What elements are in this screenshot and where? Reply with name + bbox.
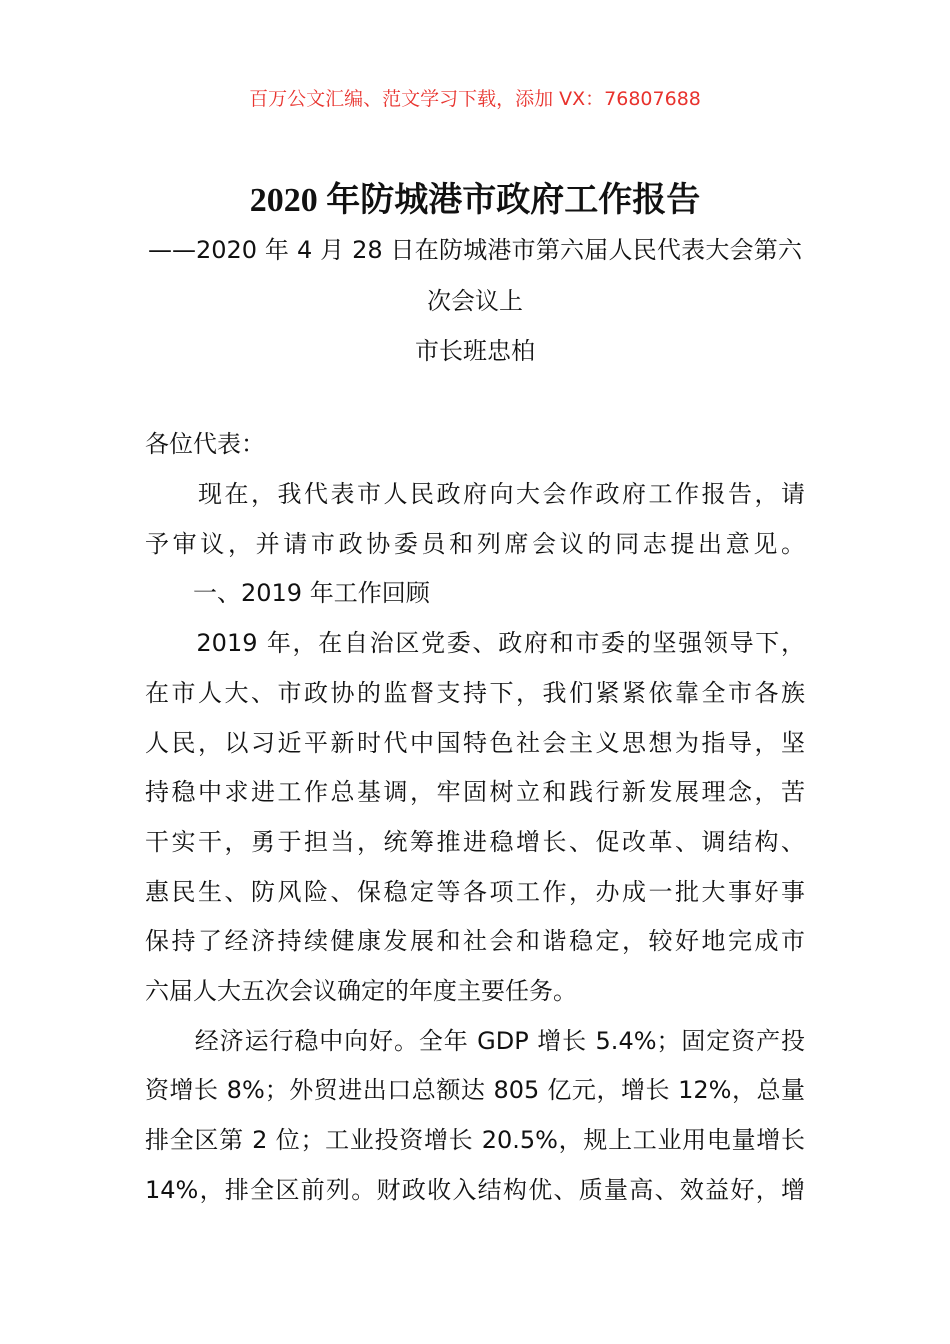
body-line: 在市人大、市政协的监督支持下，我们紧紧依靠全市各族 [145,678,805,707]
subtitle-line: ——2020 年 4 月 28 日在防城港市第六届人民代表大会第六 [148,236,802,264]
body-line: 六届人大五次会议确定的年度主要任务。 [145,977,577,1005]
watermark-banner: 百万公文汇编、范文学习下载，添加 VX：76807688 [249,88,701,110]
body-line: 资增长 8%；外贸进出口总额达 805 亿元，增长 12%，总量 [145,1076,805,1105]
body-line: 保持了经济持续健康发展和社会和谐稳定，较好地完成市 [145,927,805,956]
body-line: 惠民生、防风险、保稳定等各项工作，办成一批大事好事 [145,877,805,906]
body-line: 现在，我代表市人民政府向大会作政府工作报告，请 [145,480,805,508]
salutation: 各位代表： [145,430,265,458]
body-line: 予审议，并请市政协委员和列席会议的同志提出意见。 [145,529,805,558]
document-title: 2020 年防城港市政府工作报告 [249,182,701,219]
body-line: 2019 年，在自治区党委、政府和市委的坚强领导下， [145,629,805,658]
body-line: 14%，排全区前列。财政收入结构优、质量高、效益好，增 [145,1175,805,1204]
body-line: 人民，以习近平新时代中国特色社会主义思想为指导，坚 [145,728,805,757]
body-line: 持稳中求进工作总基调，牢固树立和践行新发展理念，苦 [145,778,805,807]
body-line: 经济运行稳中向好。全年 GDP 增长 5.4%；固定资产投 [145,1026,805,1055]
body-line: 一、2019 年工作回顾 [145,579,430,608]
subtitle-line: 次会议上 [427,287,523,315]
author: 市长班忠柏 [415,337,535,365]
body-line: 排全区第 2 位；工业投资增长 20.5%，规上工业用电量增长 [145,1126,805,1155]
body-line: 干实干，勇于担当，统筹推进稳增长、促改革、调结构、 [145,827,805,856]
